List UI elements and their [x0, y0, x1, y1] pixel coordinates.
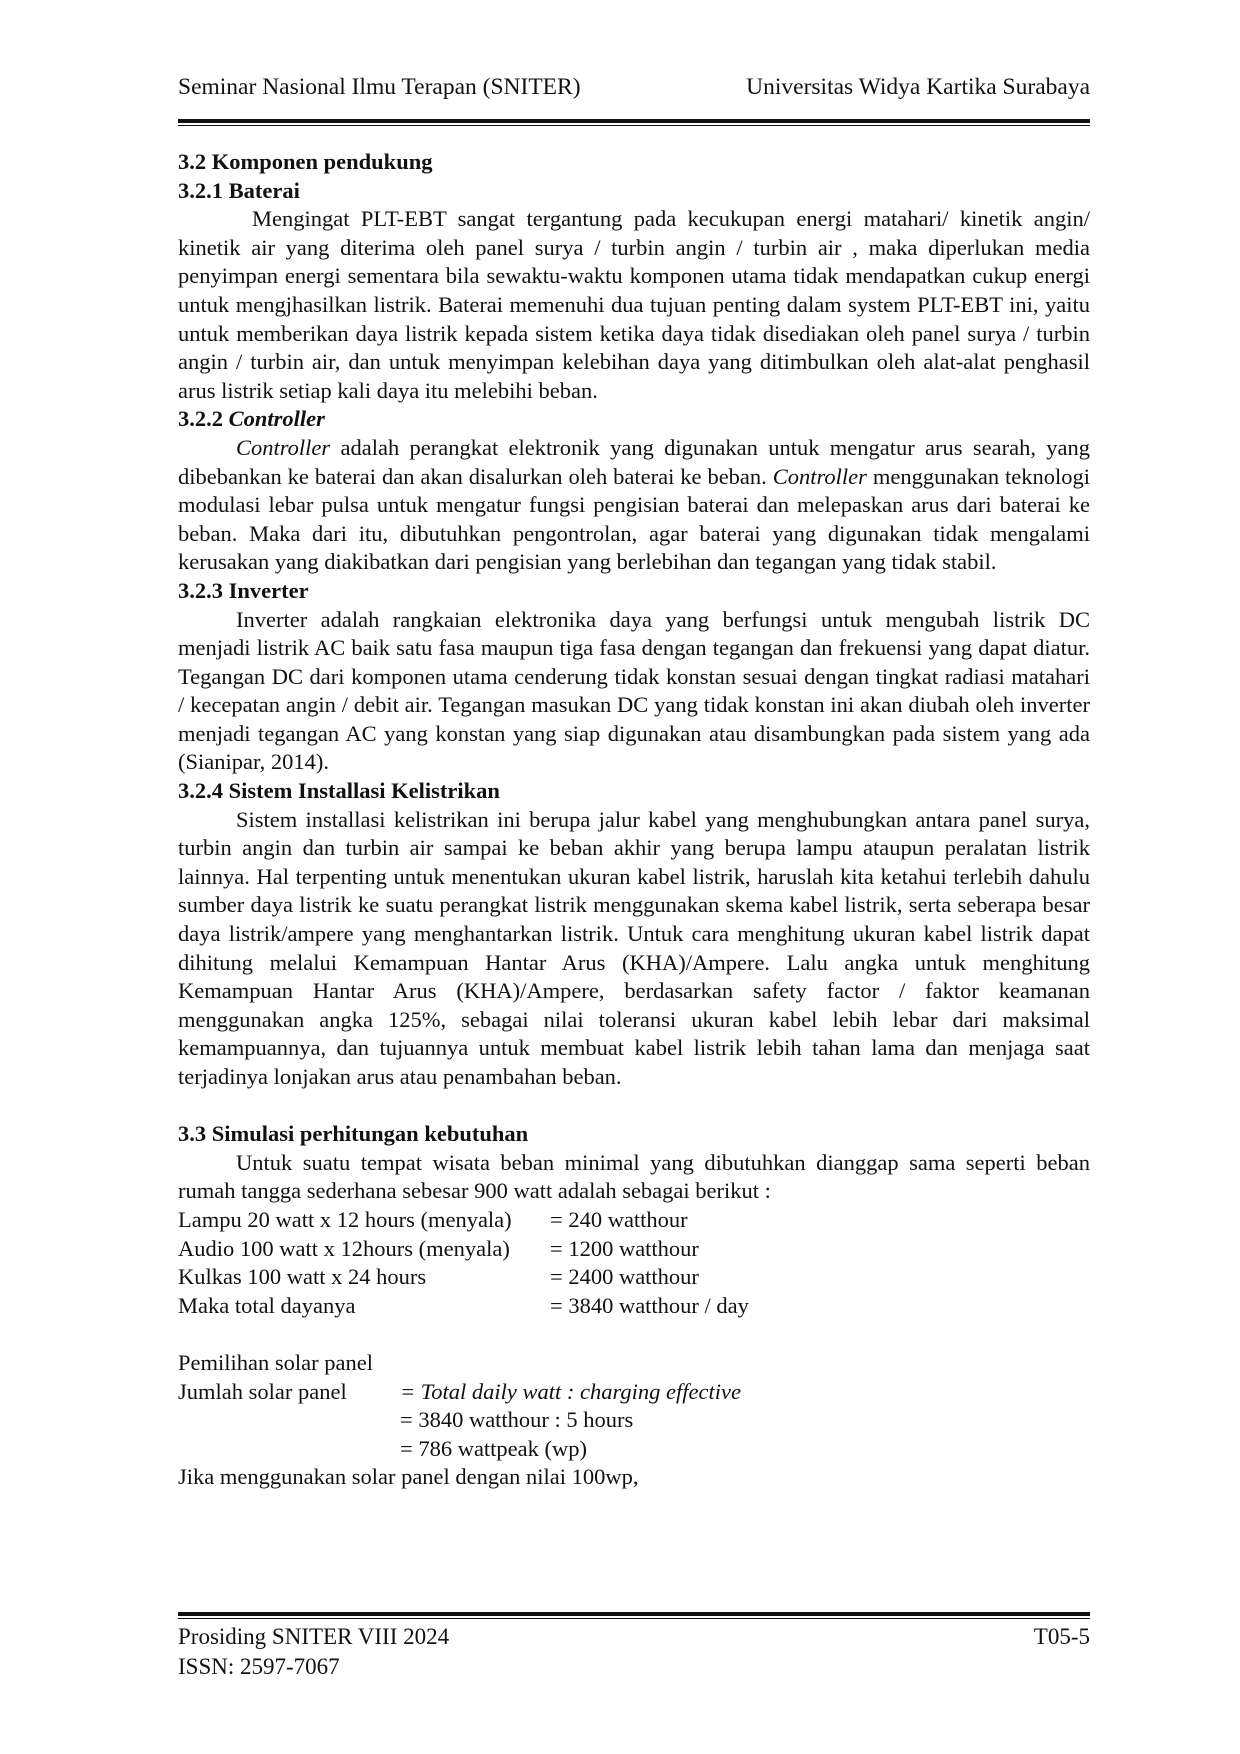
solar-panel-heading: Pemilihan solar panel	[178, 1349, 373, 1375]
footer-page-number: T05-5	[1033, 1624, 1090, 1649]
load-label: Kulkas 100 watt x 24 hours	[178, 1264, 427, 1290]
footer-rule-thick	[178, 1612, 1090, 1616]
load-calculation-table	[178, 1206, 1090, 1320]
paragraph-controller-part-a: adalah perangkat elektronik yang digunakan untuk mengatur arus searah, yang dibebankan ke baterai dan akan disalurkan oleh baterai ke beban.	[178, 434, 1090, 489]
load-label: Lampu 20 watt x 12 hours (menyala)	[178, 1206, 512, 1232]
header-rule-thin	[178, 125, 1090, 126]
load-value: = 3840 watthour / day	[550, 1292, 749, 1318]
solar-panel-result: = 786 wattpeak (wp)	[400, 1435, 588, 1461]
load-label: Audio 100 watt x 12hours (menyala)	[178, 1235, 510, 1261]
section-heading-3-2-3: 3.2.3 Inverter	[178, 577, 309, 603]
paragraph-inverter: Inverter adalah rangkaian elektronika daya yang berfungsi untuk mengubah listrik DC menjadi listrik AC baik satu fasa maupun tiga fasa dengan tegangan dan frekuensi yang dapat diatur. Tegangan DC dari komponen utama cenderung tidak konstan sesuai dengan tingkat radiasi matahari / kecepatan angin / debit air. Tegangan masukan DC yang tidak konstan ini akan diubah oleh inverter menjadi tegangan AC yang konstan yang siap digunakan atau disambungkan pada sistem yang ada (Sianipar, 2014).	[178, 606, 1090, 775]
solar-panel-label: Jumlah solar panel	[178, 1378, 347, 1404]
load-value: = 1200 watthour	[550, 1235, 699, 1261]
paragraph-baterai: Mengingat PLT-EBT sangat tergantung pada kecukupan energi matahari/ kinetik angin/ kinetik air yang diterima oleh panel surya / turbin angin / turbin air , maka diperlukan media penyimpan energi sementara bila sewaktu-waktu komponen utama tidak mendapatkan cukup energi untuk mengjhasilkan listrik. Baterai memenuhi dua tujuan penting dalam system PLT-EBT ini, yaitu untuk memberikan daya listrik kepada sistem ketika daya tidak disediakan oleh panel surya / turbin angin / turbin air, dan untuk menyimpan kelebihan daya yang ditimbulkan oleh alat-alat penghasil arus listrik setiap kali daya itu melebihi beban.	[178, 206, 1090, 403]
heading-number: 3.2.2	[178, 406, 229, 432]
load-value: = 240 watthour	[550, 1206, 688, 1232]
section-heading-3-2: 3.2 Komponen pendukung	[178, 149, 433, 174]
footer-rule-thin	[178, 1618, 1090, 1619]
solar-panel-row	[178, 1435, 1090, 1464]
term-controller: Controller	[236, 434, 331, 460]
load-label: Maka total dayanya	[178, 1292, 356, 1318]
header-seminar-name: Seminar Nasional Ilmu Terapan (SNITER)	[178, 74, 581, 100]
heading-controller-word: Controller	[228, 406, 325, 432]
section-heading-3-2-2	[178, 405, 1090, 434]
solar-panel-note: Jika menggunakan solar panel dengan nilai 100wp,	[178, 1464, 639, 1490]
paragraph-installasi: Sistem installasi kelistrikan ini berupa jalur kabel yang menghubungkan antara panel surya, turbin angin dan turbin air sampai ke beban akhir yang berupa lampu ataupun peralatan listrik lainnya. Hal terpenting untuk menentukan ukuran kabel listrik, haruslah kita ketahui terlebih dahulu sumber daya listrik ke suatu perangkat listrik menggunakan skema kabel listrik, serta seberapa besar daya listrik/ampere yang menghantarkan listrik. Untuk cara menghitung ukuran kabel listrik dapat dihitung melalui Kemampuan Hantar Arus (KHA)/Ampere. Lalu angka untuk menghitung Kemampuan Hantar Arus (KHA)/Ampere, berdasarkan safety factor / faktor keamanan menggunakan angka 125%, sebagai nilai toleransi ukuran kabel lebih lebar dari maksimal kemampuannya, dan tujuannya untuk membuat kabel listrik lebih tahan lama dan menjaga saat terjadinya lonjakan arus atau penambahan beban.	[178, 806, 1090, 1089]
load-value: = 2400 watthour	[550, 1264, 699, 1290]
paragraph-controller-part-b: menggunakan teknologi modulasi lebar pulsa untuk mengatur fungsi pengisian baterai dan melepaskan arus dari baterai ke beban. Maka dari itu, dibutuhkan pengontrolan, agar baterai yang digunakan tidak mengalami kerusakan yang diakibatkan dari pengisian yang berlebihan dan tegangan yang tidak stabil.	[178, 463, 1090, 575]
load-row	[178, 1235, 1090, 1264]
section-heading-3-2-4: 3.2.4 Sistem Installasi Kelistrikan	[178, 778, 500, 804]
load-row	[178, 1206, 1090, 1235]
footer-issn: ISSN: 2597-7067	[178, 1654, 340, 1679]
section-heading-3-3: 3.3 Simulasi perhitungan kebutuhan	[178, 1121, 529, 1147]
header-university: Universitas Widya Kartika Surabaya	[746, 74, 1090, 100]
load-row	[178, 1263, 1090, 1292]
term-controller-2: Controller	[772, 463, 867, 489]
solar-panel-row	[178, 1406, 1090, 1435]
paragraph-controller	[178, 434, 1090, 577]
solar-panel-row	[178, 1378, 1090, 1407]
section-heading-3-2-1: 3.2.1 Baterai	[178, 177, 300, 203]
running-header	[178, 74, 1090, 101]
solar-panel-formula: = Total daily watt : charging effective	[400, 1378, 741, 1404]
paragraph-simulasi-intro: Untuk suatu tempat wisata beban minimal yang dibutuhkan dianggap sama seperti beban rumah tangga sederhana sebesar 900 watt adalah sebagai berikut :	[178, 1149, 1090, 1204]
load-row	[178, 1292, 1090, 1321]
solar-panel-calc: = 3840 watthour : 5 hours	[400, 1407, 634, 1433]
footer-proceedings: Prosiding SNITER VIII 2024	[178, 1624, 450, 1649]
running-footer	[178, 1622, 1090, 1682]
header-rule-thick	[178, 119, 1090, 123]
body-content	[178, 148, 1090, 1492]
